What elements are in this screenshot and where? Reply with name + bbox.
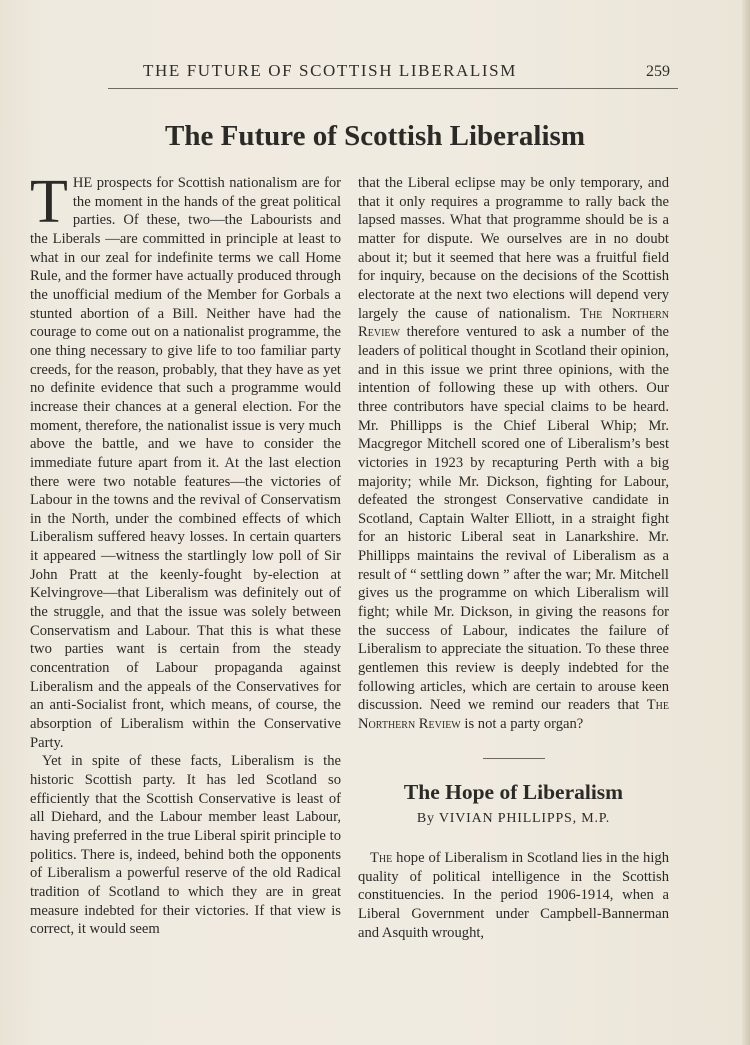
editorial-text-b: therefore ventured to ask a number of the leaders of political thought in Scotland their opinion, and in this issue we print three opinions, with the intention of following these up with others. Our three contributors have special claims to be heard. Mr. Phillipps is the Chief Liberal Whip; Mr. Macgregor Mitchell scored one of Liberalism’s best victories in 1923 by recapturing Perth with a big majority; while Mr. Dickson, fighting for Labour, defeated the strongest Conservative candidate in Scotland, Captain Walter Elliott, in a straight fight for an historic Liberal seat in Lanarkshire. Mr. Phillipps maintains the revival of Liberalism as a result of “ settling down ” after the war; Mr. Mitchell gives us the programme on which Liberalism will fight; while Mr. Dickson, in giving the reasons for the success of Labour, indicates the failure of Liberalism to appreciate the situation. To these three gentlemen this review is deeply indebted for the following articles, which are certain to arouse keen discussion. Need we remind our readers that [358, 324, 669, 714]
header-rule [108, 88, 678, 89]
lead-word: The [370, 850, 393, 866]
right-column [358, 174, 669, 942]
byline: By VIVIAN PHILLIPPS, M.P. [416, 811, 611, 827]
review-name: The Northern Review [358, 697, 669, 733]
page-number: 259 [646, 63, 670, 80]
running-title: THE FUTURE OF SCOTTISH LIBERALISM [143, 61, 517, 80]
intro-paragraph [30, 168, 341, 752]
second-paragraph: Yet in spite of these facts, Liberalism is the historic Scottish party. It has led Scotland so efficiently that the Scottish Conservative is least of all Diehard, and the Labour member least Labour, having preferred in the true Liberal spirit principle to politics. There is, indeed, behind both the opponents of Liberalism a powerful reserve of the old Radical tradition of Scotland to which they are in great measure indebted for their victories. If that view is correct, it would seem [30, 753, 341, 938]
section-divider [483, 758, 545, 759]
editorial-text-c: is not a party organ? [464, 716, 584, 733]
article-title: The Future of Scottish Liberalism [165, 120, 585, 152]
section-paragraph [358, 849, 669, 942]
page-edge [742, 0, 750, 1045]
section-text: hope of Liberalism in Scotland lies in the high quality of political intelligence in the Scottish constituencies. In the period 1906-1914, when a Liberal Government under Campbell-Bannerman and Asquith wrought, [358, 850, 670, 941]
intro-text: HE prospects for Scottish nationalism are for the moment in the hands of the great political parties. Of these, two—the Labourists and the Liberals —are committed in principle at least to what in our zeal for indefinite terms we call Home Rule, and the former have actually produced through the unofficial medium of the Member for Gorbals a stunted abortion of a Bill. Neither have had the courage to come out on a nationalist programme, the one thing necessary to give life to too familiar party creeds, for the reason, probably, that they have as yet no definite evidence that such a programme would increase their chances at a general election. For the moment, therefore, the nationalist issue is very much above the battle, and we have to consider the immediate future apart from it. At the last election there were two notable features—the victories of Labour in the towns and the revival of Conservatism in the North, under the combined effects of which Liberalism suffered heavy losses. In certain quarters it appeared —witness the startlingly low poll of Sir John Pratt at the keenly-fought by-election at Kelvingrove—that Liberalism was definitely out of the struggle, and that the issue was solely between Conservatism and Labour. That this is what these two parties want is certain from the steady concentration of Labour propaganda against Liberalism and the appeals of the Conservatives for an anti-Socialist front, which means, of course, the absorption of Liberalism within the Conservative Party. [30, 175, 341, 751]
section-title: The Hope of Liberalism [403, 779, 624, 804]
editorial-paragraph [358, 174, 669, 734]
editorial-text-a: that the Liberal eclipse may be only temporary, and that it only requires a programme to rally back the lapsed masses. What that programme should be is a matter for dispute. We ourselves are in no doubt about it; but it seemed that here was a fruitful field for inquiry, because on the decisions of the Scottish electorate at the next two elections will depend very largely the cause of nationalism. [358, 175, 669, 322]
left-column [30, 168, 341, 939]
review-name: The Northern Review [358, 305, 669, 341]
drop-cap: T [30, 168, 68, 236]
